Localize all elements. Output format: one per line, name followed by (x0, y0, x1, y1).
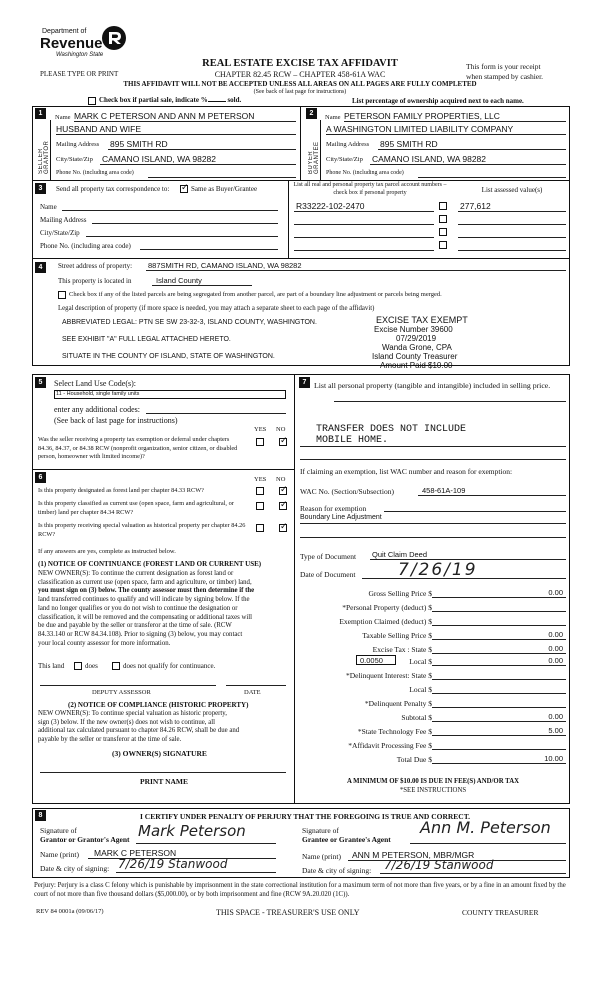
notice-2-line: sign (3) below. If the new owner(s) does not wish to continue, all (38, 718, 215, 726)
partial-sale-label: Check box if partial sale, indicate % sold. (99, 96, 242, 104)
section-2-number: 2 (306, 108, 317, 119)
grantor-sig-label-1: Signature of (40, 826, 77, 835)
county-treasurer-label: COUNTY TREASURER (462, 908, 539, 917)
s6-question-2: Is this property classified as current use (open space, farm and agricultural, or timber) land per chapter 84.34 RCW? (38, 500, 234, 516)
reason-label: Reason for exemption (300, 504, 367, 513)
buyer-phone-label: Phone No. (including area code) (326, 170, 404, 176)
owner-signature-label: (3) OWNER(S) SIGNATURE (112, 749, 207, 758)
corr-phone-label: Phone No. (including area code) (40, 242, 131, 250)
stamp-line-6: Amount Paid $10.00 (380, 361, 453, 370)
amount-row-label: *Delinquent Interest: State $ (345, 671, 432, 680)
parcel-personal-checkbox-1[interactable] (439, 202, 447, 210)
s6-q2-yes[interactable] (256, 502, 264, 510)
street-address-label: Street address of property: (58, 262, 133, 270)
seller-name-line2[interactable]: HUSBAND AND WIFE (56, 124, 142, 134)
same-as-buyer-label: Same as Buyer/Grantee (191, 185, 258, 193)
notice-1-title: (1) NOTICE OF CONTINUANCE (FOREST LAND OR CURRENT USE) (38, 560, 262, 568)
s5-question-1: Was the seller receiving a property tax exemption or deferral under chapters 84.36, 84.37, or 84.38 RCW (nonprofit organization, senior citizen, or disabled person, homeowner with limited income)? (38, 436, 238, 460)
certify-statement: I CERTIFY UNDER PENALTY OF PERJURY THAT THE FOREGOING IS TRUE AND CORRECT. (140, 812, 471, 821)
deputy-assessor-label: DEPUTY ASSESSOR (92, 689, 151, 696)
not-accepted-notice: THIS AFFIDAVIT WILL NOT BE ACCEPTED UNLESS ALL AREAS ON ALL PAGES ARE FULLY COMPLETED (123, 80, 477, 88)
notice-2-body (38, 710, 239, 745)
perjury-notice (34, 882, 570, 900)
grantee-date-label: Date & city of signing: (302, 866, 372, 875)
reason-value[interactable]: Boundary Line Adjustment (300, 514, 382, 521)
seller-phone-label: Phone No. (including area code) (56, 170, 134, 176)
minimum-due-note: A MINIMUM OF $10.00 IS DUE IN FEE(S) AND/OR TAX (346, 778, 520, 785)
amount-row-label: *State Technology Fee $ (357, 727, 432, 736)
see-back-note: (See back of last page for instructions) (253, 89, 347, 95)
amount-row-label: Excise Tax : State $ (372, 645, 432, 654)
buyer-mailing-label: Mailing Address (326, 141, 370, 148)
segregated-checkbox[interactable] (58, 291, 66, 299)
notice-1-line: be due and payable by the seller or transferor at the time of sale. (RCW (38, 622, 232, 630)
notice-2-line: additional tax calculated pursuant to chapter 84.26 RCW, shall be due and (38, 727, 240, 735)
form-subtitle: CHAPTER 82.45 RCW – CHAPTER 458-61A WAC (214, 70, 386, 79)
s6-q3-yes[interactable] (256, 524, 264, 532)
seller-city-label: City/State/Zip (56, 156, 93, 163)
stamp-line-3: 07/29/2019 (396, 334, 437, 343)
transfer-line-1: TRANSFER DOES NOT INCLUDE (316, 424, 467, 435)
grantor-name[interactable]: MARK C PETERSON (94, 848, 177, 858)
grantor-signature[interactable]: Mark Peterson (138, 822, 246, 840)
notice-2-line: payable by the seller or transferor at the time of sale. (38, 736, 182, 744)
s5-q1-yes[interactable] (256, 438, 264, 446)
doc-date-label: Date of Document (300, 570, 356, 579)
stamp-line-2: Excise Number 39600 (374, 325, 453, 334)
land-use-value: 11 - Household, single family units (56, 391, 140, 397)
s6-q3-no[interactable] (279, 524, 287, 532)
s5-yes-header: YES (254, 426, 267, 433)
receipt-note-1: This form is your receipt (466, 62, 541, 71)
s6-no-header: NO (276, 476, 286, 483)
notice-1-body (38, 570, 254, 648)
seller-city[interactable]: CAMANO ISLAND, WA 98282 (102, 154, 217, 164)
parcel-personal-checkbox-2[interactable] (439, 215, 447, 223)
send-correspondence-label: Send all property tax correspondence to: (56, 185, 170, 193)
grantee-date-city[interactable]: 7/26/19 Stanwood (384, 858, 494, 872)
partial-sale-checkbox[interactable] (88, 97, 96, 105)
claiming-exemption-label: If claiming an exemption, list WAC number and reason for exemption: (300, 467, 513, 476)
amount-row-label: Subtotal $ (401, 713, 432, 722)
buyer-name-line2[interactable]: A WASHINGTON LIMITED LIABILITY COMPANY (326, 124, 514, 134)
stamp-line-5: Island County Treasurer (372, 352, 458, 361)
land-use-instructions: (See back of last page for instructions) (54, 416, 178, 425)
seller-name-line1[interactable]: MARK C PETERSON AND ANN M PETERSON (74, 111, 255, 121)
seller-side-label: SELLER GRANTOR (38, 140, 50, 174)
assessor-date-label: DATE (244, 689, 261, 696)
street-address[interactable]: 887SMITH RD, CAMANO ISLAND, WA 98282 (148, 261, 302, 270)
land-does-not-checkbox[interactable] (112, 662, 120, 670)
this-land-label: This land (38, 662, 65, 670)
excise-tax-local[interactable]: 0.00 (548, 656, 563, 665)
land-use-label: Select Land Use Code(s): (54, 379, 136, 388)
legal-line-3: SITUATE IN THE COUNTY OF ISLAND, STATE OF WASHINGTON. (62, 353, 275, 360)
assessed-value[interactable]: 277,612 (460, 201, 491, 211)
form-revision: REV 84 0001a (09/06/17) (36, 908, 104, 915)
buyer-name-line1[interactable]: PETERSON FAMILY PROPERTIES, LLC (344, 111, 500, 121)
form-title: REAL ESTATE EXCISE TAX AFFIDAVIT (202, 58, 398, 69)
legal-line-2: SEE EXHIBIT "A" FULL LEGAL ATTACHED HERETO. (62, 336, 231, 343)
doc-type-value[interactable]: Quit Claim Deed (372, 550, 428, 559)
s6-q1-no[interactable] (279, 487, 287, 495)
logo-dept: Department of (42, 28, 87, 35)
additional-codes-label: enter any additional codes: (54, 405, 140, 414)
notice-1-line: classification as current use (open space, farm and agriculture, or timber) land, (38, 578, 252, 586)
stamp-line-4: Wanda Grone, CPA (382, 343, 452, 352)
doc-type-label: Type of Document (300, 552, 357, 561)
grantee-sig-label-1: Signature of (302, 826, 339, 835)
notice-1-line: you must sign on (3) below. The county assessor must then determine if the (38, 587, 255, 595)
transfer-line-2: MOBILE HOME. (316, 435, 389, 446)
amount-row-label: Taxable Selling Price $ (362, 631, 432, 640)
corr-name-label: Name (40, 203, 57, 211)
section-7-number: 7 (299, 377, 310, 388)
grantee-signature[interactable]: Ann M. Peterson (420, 818, 551, 837)
amount-row-label: Local $ (409, 657, 432, 666)
notice-2-title: (2) NOTICE OF COMPLIANCE (HISTORIC PROPERTY) (68, 701, 249, 709)
notice-1-line: land no longer qualifies or you do not wish to continue the designation or (38, 604, 238, 612)
section-8-number: 8 (35, 810, 46, 821)
grantor-date-city[interactable]: 7/26/19 Stanwood (118, 857, 228, 871)
grantor-name-label: Name (print) (40, 850, 79, 859)
notice-1-line: land transferred continues to qualify and will indicate by signing below. If the (38, 596, 250, 604)
land-does-label: does (85, 662, 98, 670)
amount-row-label: Exemption Claimed (deduct) $ (339, 617, 432, 626)
perjury-text: Perjury: Perjury is a class C felony which is punishable by imprisonment in the state correctional institution for a maximum term of not more than five years, or by a fine in an amount fixed by the court of not more than five thousand dollars ($5,000.00), or by both imprisonment and fine (RCW 9A.20.020 (1C)). (34, 882, 566, 898)
s5-no-header: NO (276, 426, 286, 433)
corr-city-label: City/State/Zip (40, 229, 80, 237)
land-does-not-label: does not qualify for continuance. (123, 662, 216, 670)
amount-row-label: *Affidavit Processing Fee $ (348, 741, 432, 750)
total-due[interactable]: 10.00 (544, 754, 563, 763)
subtotal[interactable]: 0.00 (548, 712, 563, 721)
amount-row-label: Gross Selling Price $ (368, 589, 432, 598)
stamp-line-1: EXCISE TAX EXEMPT (376, 315, 468, 325)
amount-row-label: *Personal Property (deduct) $ (342, 603, 432, 612)
logo-state: Washington State (56, 52, 104, 58)
segregated-label: Check box if any of the listed parcels are being segregated from another parcel, are part of a boundary line adjustment or parcels being merged. (69, 291, 442, 298)
seller-mailing-label: Mailing Address (56, 141, 100, 148)
seller-name-label: Name (55, 114, 71, 121)
state-technology-fee[interactable]: 5.00 (548, 726, 563, 735)
amount-row-label: *Delinquent Penalty $ (364, 699, 432, 708)
logo-revenue: Revenue (40, 35, 103, 52)
parcel-number[interactable]: R33222-102-2470 (296, 201, 365, 211)
taxable-selling-price[interactable]: 0.00 (548, 630, 563, 639)
parcel-personal-checkbox-4[interactable] (439, 241, 447, 249)
notice-1-line: NEW OWNER(S): To continue the current designation as forest land or (38, 570, 234, 577)
section-5-number: 5 (35, 377, 46, 388)
grantor-sig-label-2: Grantor or Grantor's Agent (40, 835, 130, 844)
section-4-number: 4 (35, 262, 46, 273)
same-as-buyer-checkbox[interactable] (180, 185, 188, 193)
amount-row-label: Local $ (409, 685, 432, 694)
seller-mailing[interactable]: 895 SMITH RD (110, 139, 168, 149)
notice-1-line: your local county assessor for more information. (38, 639, 171, 647)
assessed-header: List assessed value(s) (481, 186, 543, 194)
s6-q1-yes[interactable] (256, 487, 264, 495)
section-6-number: 6 (35, 472, 46, 483)
located-in-label: This property is located in (58, 277, 132, 285)
buyer-name-label: Name (325, 114, 341, 121)
receipt-note-2: when stamped by cashier. (466, 72, 544, 81)
s6-question-3: Is this property receiving special valuation as historical property per chapter 84.26 RCW? (38, 522, 246, 538)
legal-description-label: Legal description of property (if more space is needed, you may attach a separate sheet to each page of the affidavit) (58, 305, 375, 312)
corr-mailing-label: Mailing Address (40, 216, 87, 224)
grantee-sig-label-2: Grantee or Grantee's Agent (302, 835, 391, 844)
logo-icon (100, 24, 128, 52)
see-instructions-note: *SEE INSTRUCTIONS (399, 787, 467, 794)
print-name-label: PRINT NAME (140, 777, 188, 786)
grantor-date-label: Date & city of signing: (40, 864, 110, 873)
legal-line-1: ABBREVIATED LEGAL: PTN SE SW 23-32-3, ISLAND COUNTY, WASHINGTON. (62, 319, 317, 326)
local-rate: 0.0050 (360, 656, 383, 665)
grantee-name[interactable]: ANN M PETERSON, MBR/MGR (352, 850, 475, 860)
amount-row-label: Total Due $ (396, 755, 432, 764)
buyer-side-label: BUYER GRANTEE (308, 141, 320, 174)
section-3-number: 3 (35, 183, 46, 194)
please-type: PLEASE TYPE OR PRINT (40, 70, 119, 78)
buyer-mailing[interactable]: 895 SMITH RD (380, 139, 438, 149)
buyer-city[interactable]: CAMANO ISLAND, WA 98282 (372, 154, 487, 164)
s6-if-yes: If any answers are yes, complete as instructed below. (38, 548, 176, 555)
s6-q2-no[interactable] (279, 502, 287, 510)
s6-yes-header: YES (254, 476, 267, 483)
doc-date-value[interactable]: 7/26/19 (398, 560, 478, 580)
list-percentage-note: List percentage of ownership acquired next to each name. (352, 97, 524, 105)
notice-1-line: 84.33.140 or RCW 84.34.108). Prior to signing (3) below, you may contact (38, 630, 243, 638)
notice-1-line: classification, it will be removed and the compensating or additional taxes will (38, 613, 253, 621)
personal-property-label: List all personal property (tangible and intangible) included in selling price. (314, 381, 551, 390)
land-does-checkbox[interactable] (74, 662, 82, 670)
treasurer-use-label: THIS SPACE - TREASURER'S USE ONLY (216, 908, 360, 917)
wac-label: WAC No. (Section/Subsection) (300, 487, 394, 496)
parcel-personal-checkbox-3[interactable] (439, 228, 447, 236)
gross-selling-price[interactable]: 0.00 (548, 588, 563, 597)
county-value[interactable]: Island County (156, 276, 202, 285)
s5-q1-no[interactable] (279, 438, 287, 446)
parcel-list-header: List all real and personal property tax parcel account numbers – check box if personal property (293, 182, 447, 196)
excise-tax-state[interactable]: 0.00 (548, 644, 563, 653)
buyer-city-label: City/State/Zip (326, 156, 363, 163)
notice-2-line: NEW OWNER(S): To continue special valuation as historic property, (38, 710, 227, 717)
grantee-name-label: Name (print) (302, 852, 341, 861)
section-1-number: 1 (35, 108, 46, 119)
s6-question-1: Is this property designated as forest land per chapter 84.33 RCW? (38, 487, 204, 494)
wac-number[interactable]: 458-61A-109 (422, 486, 466, 495)
